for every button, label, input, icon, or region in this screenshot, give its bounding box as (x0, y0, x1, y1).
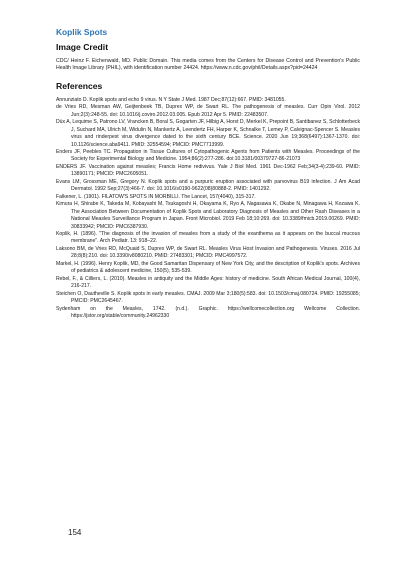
reference-item: Annunziato D. Koplik spots and echo 9 virus. N Y State J Med. 1987 Dec;87(12):667. PMID: 3481055. (56, 96, 286, 103)
references-list (56, 97, 360, 321)
reference-item: Düx A, Lequime S, Patrono LV, Vrancken B, Boral S, Gogarten JF, Hilbig A, Horst D, Merkel K, Prepoint B, Santibanez S, Schlotterbeck J, Suchard MA, Ulrich M, Widulin N, Mankertz A, Leendertz FH, Harper K, Schnalke T, Lemey P, Calvignac-Spencer S. Measles virus and rinderpest virus divergence dated to the sixth century BCE. Science. 2020 Jun 19;368(6497):1367-1370. doi: 10.1126/science.aba9411. PMID: 32554594; PMCID: PMC7713999. (56, 119, 360, 148)
reference-item: Steichen O, Dautheville S. Koplik spots in early measles. CMAJ. 2009 Mar 3;180(5):583. doi: 10.1503/cmaj.080724. PMID: 19255085; PMCID: PMC2645467. (56, 290, 360, 305)
reference-item: Enders JF, Peebles TC. Propagation in Tissue Cultures of Cytopathogenic Agents from Patients with Measles. Proceedings of the Society for Experimental Biology and Medicine. 1954;86(2):277-286. doi:10.3181/00379727-86-21073 (56, 148, 360, 163)
image-credit-heading: Image Credit (56, 42, 109, 52)
page-title: Koplik Spots (56, 27, 108, 37)
references-heading: References (56, 80, 103, 91)
reference-item: Markel, H. (1996). Henry Koplik, MD, the Good Samaritan Dispensary of New York City, and the description of Koplik's spots. Archives of pediatrics & adolescent medicine, 150(5), 535-539. (56, 260, 360, 275)
reference-item: Sydenham on the Measles, 1742. (n.d.). Graphic. https://wellcomecollection.org Wellcome Collection. https://jstor.org/stable/community.24962330 (56, 305, 360, 319)
page-number: 154 (68, 528, 82, 537)
reference-item: Evans LM, Grossman ME, Gregory N. Koplik spots and a purpuric eruption associated with parvovirus B19 infection. J Am Acad Dermatol. 1992 Sep;27(3):466-7. doi: 10.1016/s0190-9622(08)80888-2. PMID: 1401292. (56, 178, 360, 193)
reference-item: Koplik, H. (1896). "The diagnosis of the invasion of measles from a study of the exanthema as it appears on the buccal mucous membrane". Arch Pediatr. 13: 918–22. (56, 230, 360, 245)
reference-item: de Vries RD, Mesman AW, Geijtenbeek TB, Duprex WP, de Swart RL. The pathogenesis of measles. Curr Opin Virol. 2012 Jun;2(3):248-55. doi: 10.1016/j.coviro.2012.03.005. Epub 2012 Apr 5. PMID: 22483507. (56, 104, 360, 118)
image-credit-text: CDC/ Heinz F. Eichenwald, MD. Public Domain. This media comes from the Centers for Disease Control and Prevention's Public Health Image Library (PHIL), with identification number 24424. https://www.n.cdc.gov/phil/Details.aspx?pid=24424 (56, 58, 360, 72)
reference-item: Falkener, L. (1901). FILATOW'S SPOTS IN MORBILLI. The Lancet, 157(4040), 315-317. (56, 193, 256, 200)
reference-item: Kimura H, Shirabe K, Takeda M, Kobayashi M, Tsukagoshi H, Okayama K, Ryo A, Nagasawa K, Okabe N, Minagawa H, Kozawa K. The Association Between Documentation of Koplik Spots and Laboratory Diagnosis of Measles and Other Rash Diseases in a National Measles Surveillance Program in Japan. Front Microbiol. 2019 Feb 18;10:269. doi: 10.3389/fmicb.2019.00269. PMID: 30833942; PMCID: PMC6387930. (56, 201, 360, 230)
reference-item: ENDERS JF. Vaccination against measles; Francis Home redivivus. Yale J Biol Med. 1961 Dec-1962 Feb;34(3-4):239-60. PMID: 13890171; PMCID: PMC2605051. (56, 163, 360, 178)
page-content (56, 27, 360, 320)
reference-item: Rebel, F., & Cilliers, L. (2010). Measles in antiquity and the Middle Ages: history of medicine. South African Medical Journal, 100(4), 216-217. (56, 275, 360, 290)
reference-item: Laksono BM, de Vries RD, McQuaid S, Duprex WP, de Swart RL. Measles Virus Host Invasion and Pathogenesis. Viruses. 2016 Jul 28;8(8):210. doi: 10.3390/v8080210. PMID: 27483301; PMCID: PMC4997572. (56, 245, 360, 260)
